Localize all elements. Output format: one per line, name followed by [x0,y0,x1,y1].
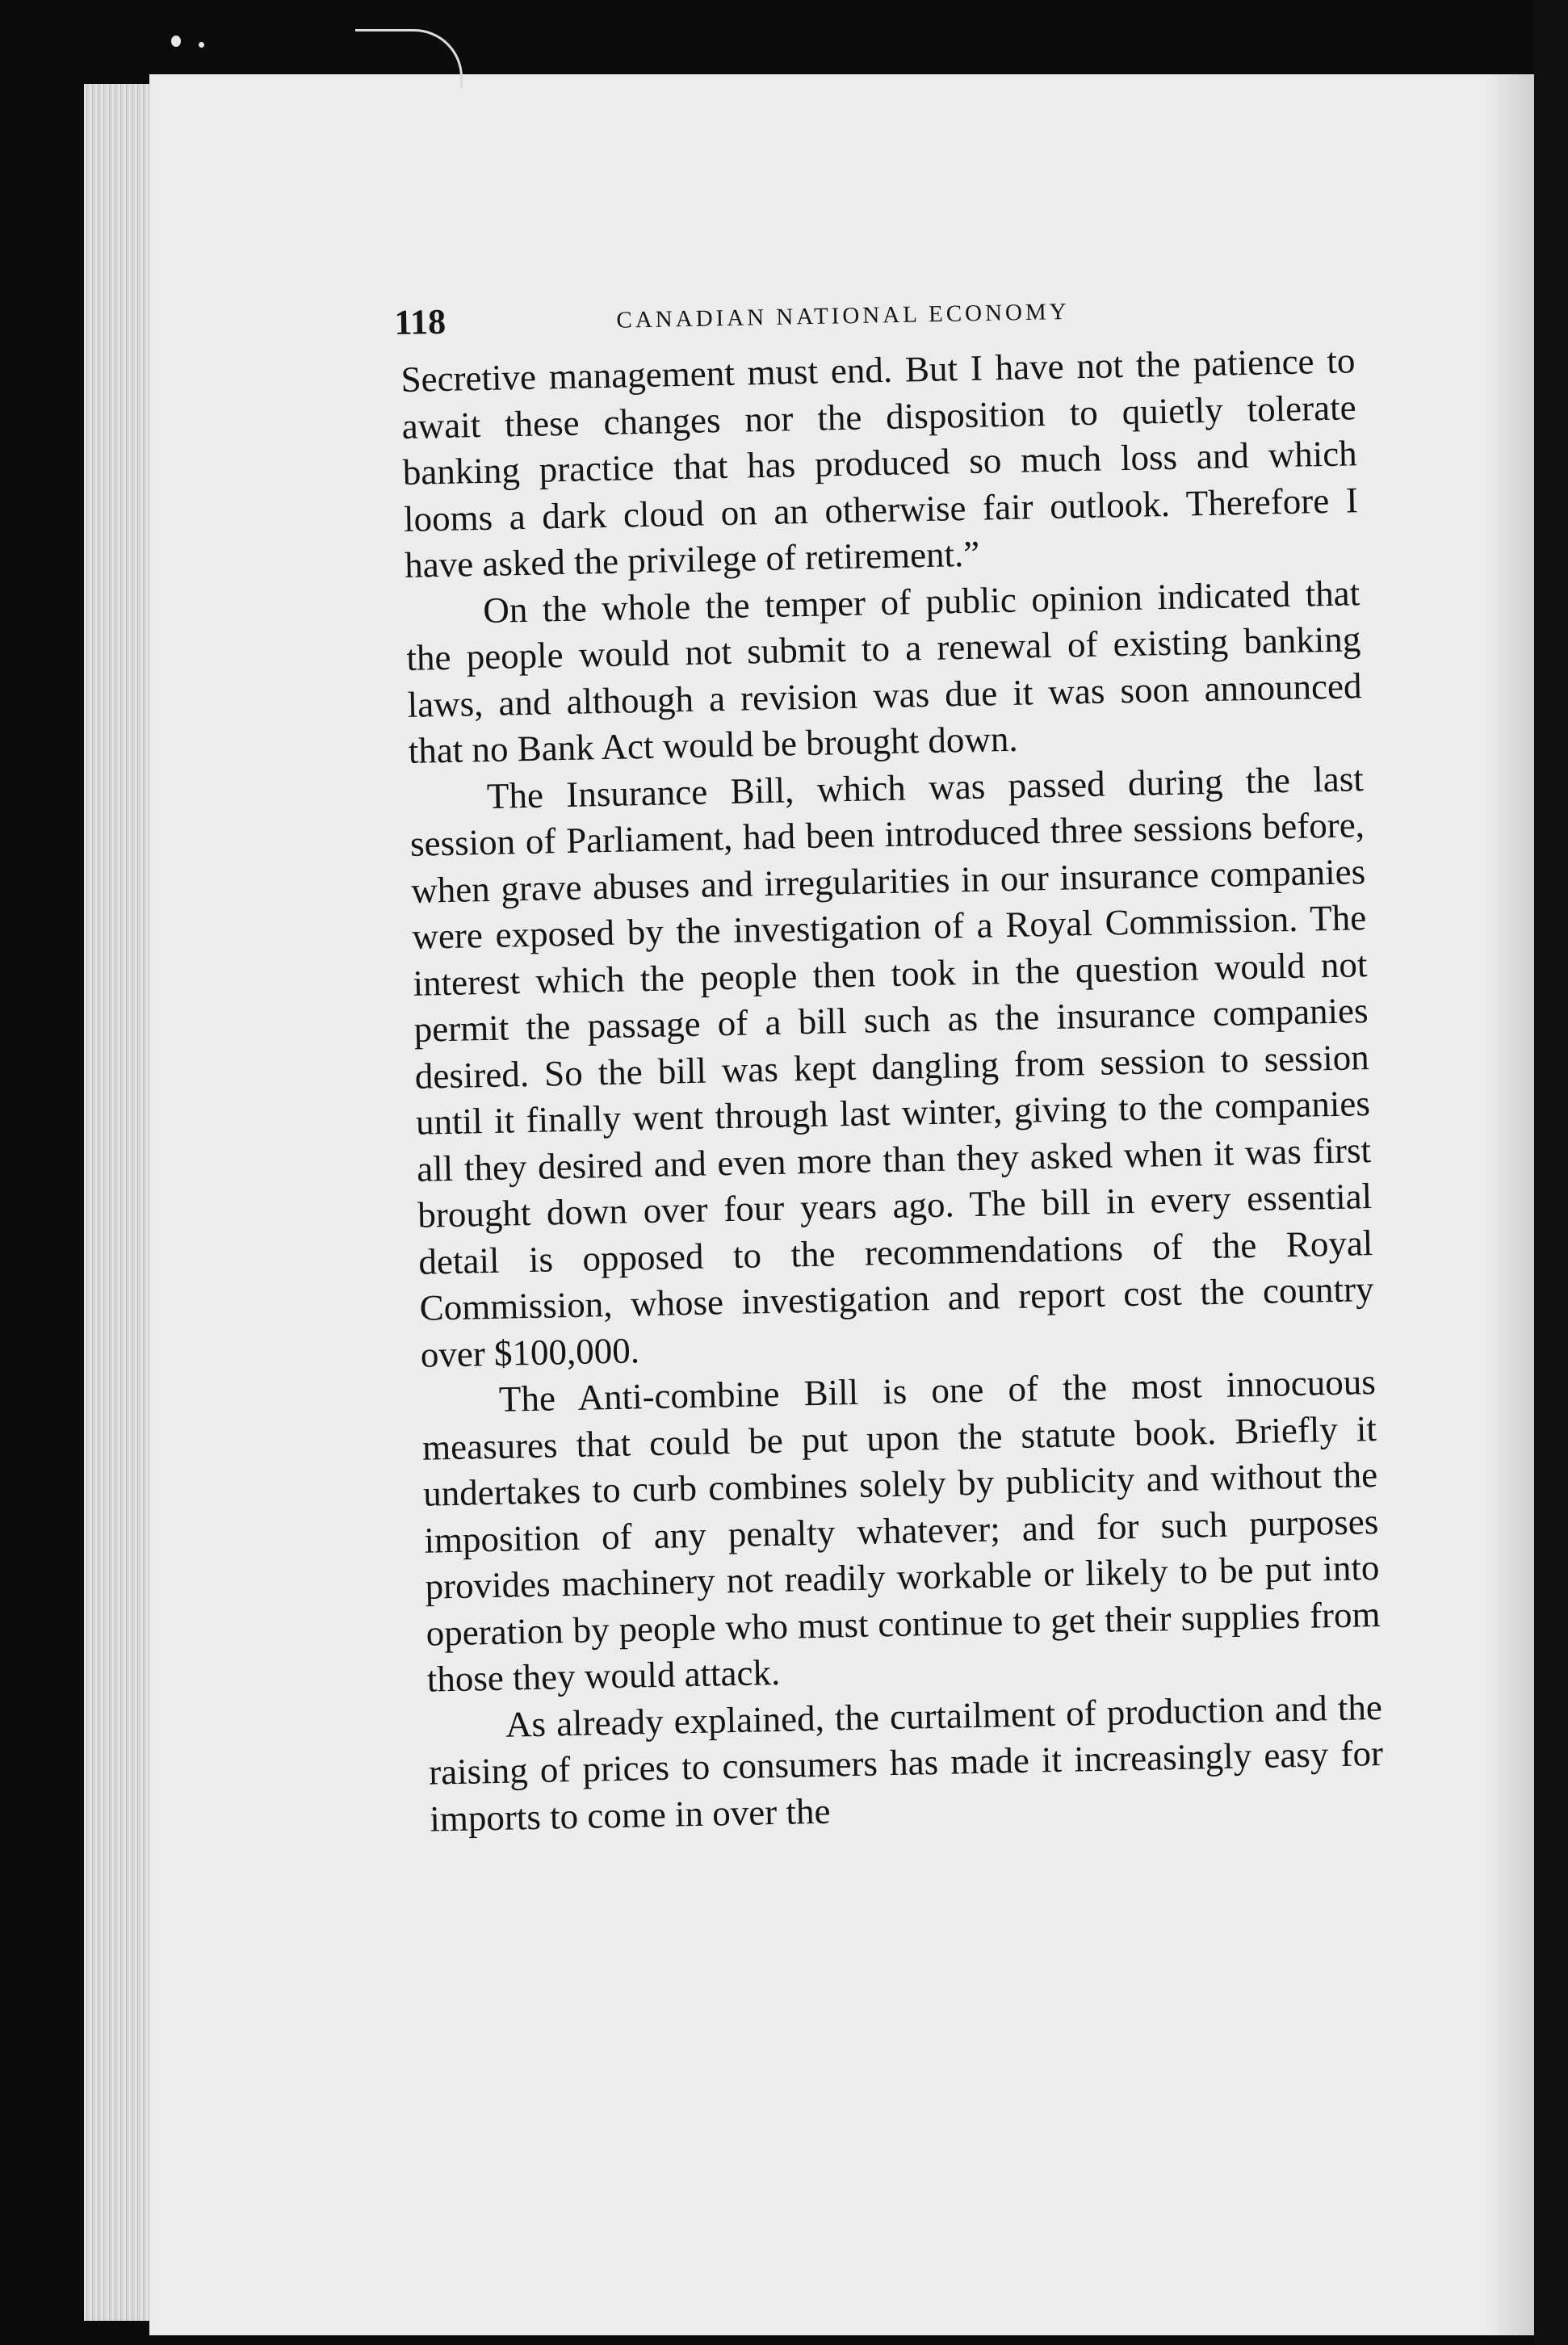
paragraph: The Anti-combine Bill is one of the most innocuous measures that could be put upon the statute book. Briefly it undertakes to curb combines solely by publicity and without the imposition of any penalty whatever; and for such purposes provides machinery not readily workable or likely to be put into operation by people who must continue to get their supplies from those they would attack. [421,1361,1381,1700]
body-text [400,338,1385,1842]
paragraph: The Insurance Bill, which was passed during the last session of Parliament, had been introduced three sessions before, when grave abuses and irregularities in our insurance companies were exposed by the investigation of a Royal Commission. The interest which the people then took in the question would not permit the passage of a bill such as the insurance companies desired. So the bill was kept dangling from session to session until it finally went through last winter, giving to the companies all they desired and even more than they asked when it was first brought down over four years ago. The bill in every essential detail is opposed to the recommendations of the Royal Commission, whose investigation and report cost the country over $100,000. [409,757,1374,1375]
scan-speck [171,36,181,47]
scan-artifact-curl [355,29,463,88]
paragraph: Secretive management must end. But I have not the patience to await these changes nor the disposition to quietly tolerate banking practice that has produced so much loss and which looms a dark cloud on an otherwise fair outlook. Therefore I have asked the privilege of retirement.” [400,340,1359,585]
page-shadow [1486,74,1534,2335]
page-number: 118 [394,301,447,342]
scan-border-right [1534,0,1568,2345]
scan-speck [199,42,204,48]
running-head: CANADIAN NATIONAL ECONOMY [616,298,1070,334]
paragraph: As already explained, the curtailment of production and the raising of prices to consumers has made it increasingly easy for imports to come in over the [428,1686,1384,1840]
paragraph: On the whole the temper of public opinion indicated that the people would not submit to a renewal of existing banking laws, and although a revision was due it was soon announced that no Bank Act would be brought down. [405,572,1362,771]
